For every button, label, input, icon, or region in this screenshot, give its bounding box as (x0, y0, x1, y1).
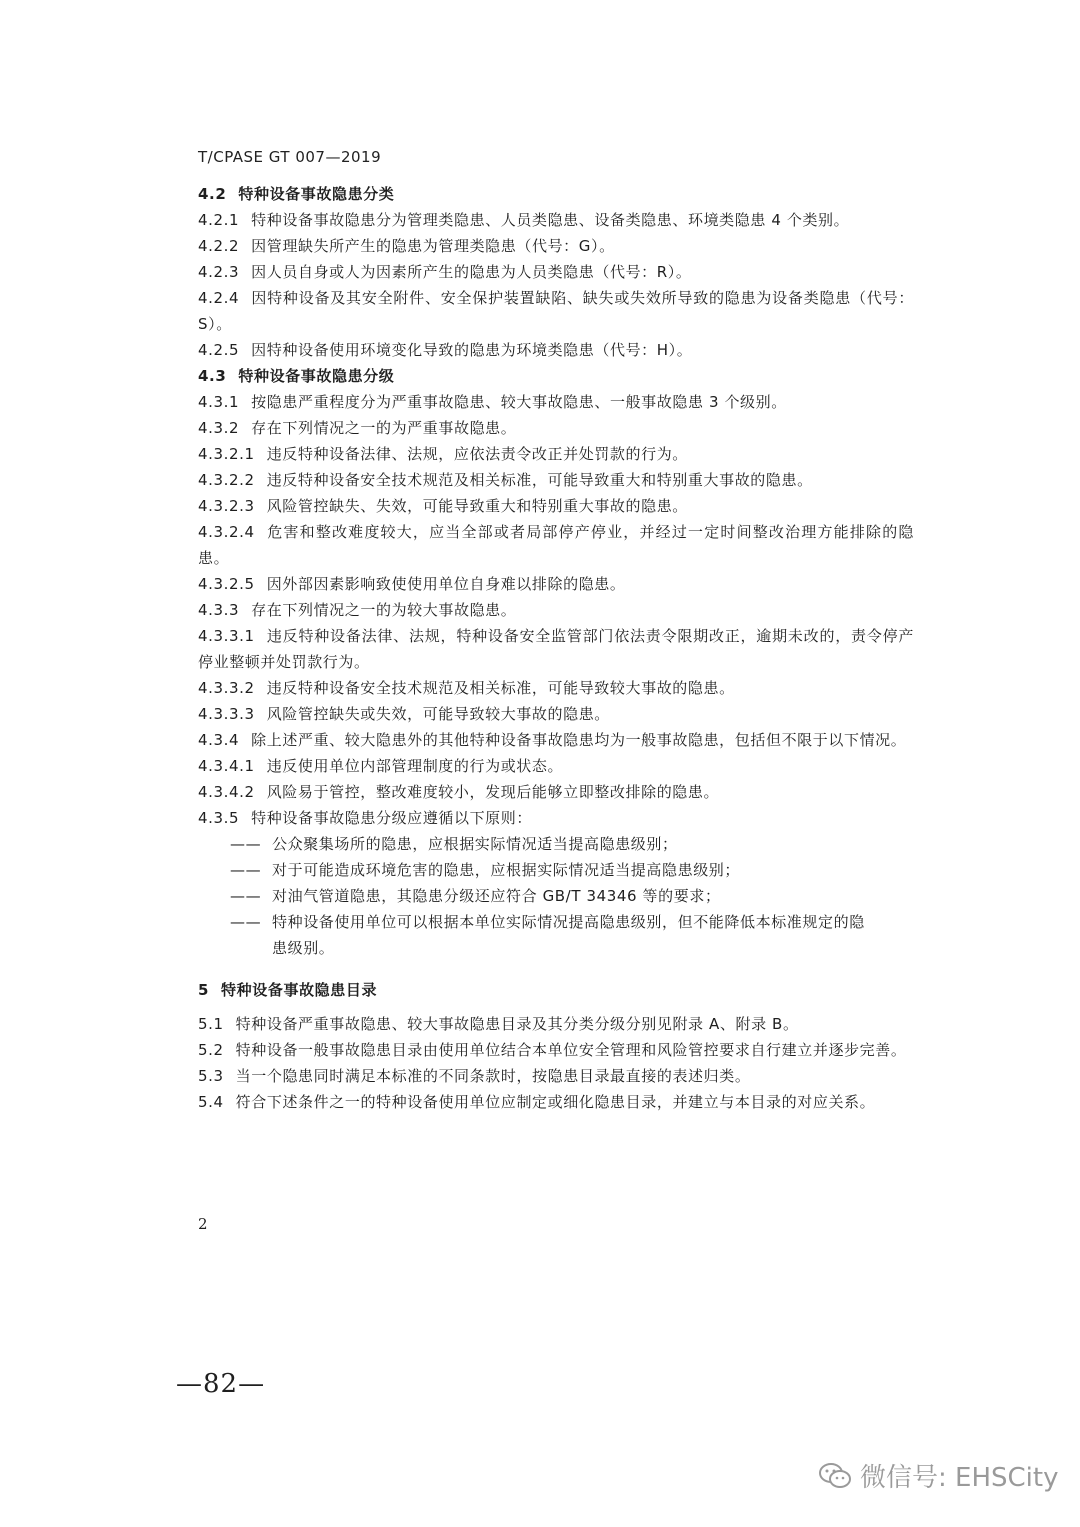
section-5-clauses (198, 1011, 914, 1115)
clause-text: 因外部因素影响致使使用单位自身难以排除的隐患。 (266, 575, 626, 593)
clause-text: 特种设备事故隐患分级应遵循以下原则： (251, 809, 532, 827)
clause-line (198, 415, 914, 441)
dash-marker: —— (230, 913, 262, 931)
clause-number: 4.3.2.4 (198, 523, 255, 541)
clause-number: 4.3 (198, 367, 227, 385)
section-heading (198, 181, 914, 207)
principle-item (198, 909, 914, 935)
dash-marker: —— (230, 887, 262, 905)
clause-line (198, 701, 914, 727)
clause-list (198, 181, 914, 831)
principle-item (198, 857, 914, 883)
print-page-number: —82— (176, 1369, 266, 1399)
clause-text: 因人员自身或人为因素所产生的隐患为人员类隐患（代号：R）。 (251, 263, 692, 281)
clause-number: 4.3.2.3 (198, 497, 255, 515)
watermark-text: 微信号: EHSCity (860, 1463, 1059, 1493)
clause-line (198, 623, 914, 675)
clause-text: 违反使用单位内部管理制度的行为或状态。 (266, 757, 564, 775)
page-number: 2 (198, 1215, 208, 1233)
clause-number: 4.2 (198, 185, 227, 203)
clause-number: 4.2.4 (198, 289, 240, 307)
clause-number: 4.2.1 (198, 211, 240, 229)
clause-number: 4.3.3.3 (198, 705, 255, 723)
clause-number: 4.3.2.5 (198, 575, 255, 593)
clause-line (198, 389, 914, 415)
section-number: 5 (198, 981, 210, 999)
clause-text: 风险易于管控，整改难度较小，发现后能够立即整改排除的隐患。 (266, 783, 720, 801)
clause-number: 4.2.3 (198, 263, 240, 281)
clause-text: 特种设备事故隐患分类 (238, 185, 395, 203)
clause-line (198, 779, 914, 805)
wechat-icon (818, 1461, 852, 1491)
principle-text: 对油气管道隐患，其隐患分级还应符合 GB/T 34346 等的要求； (272, 887, 721, 905)
clause-line (198, 1011, 914, 1037)
principle-text: 特种设备使用单位可以根据本单位实际情况提高隐患级别，但不能降低本标准规定的隐 (272, 913, 865, 931)
clause-line (198, 805, 914, 831)
clause-number: 5.2 (198, 1041, 224, 1059)
principle-continuation: 患级别。 (272, 939, 335, 957)
wechat-watermark (818, 1457, 1058, 1494)
dash-marker: —— (230, 835, 262, 853)
clause-text: 违反特种设备法律、法规，特种设备安全监管部门依法责令限期改正，逾期未改的，责令停产停业整顿并处罚款行为。 (198, 627, 914, 671)
clause-number: 5.3 (198, 1067, 224, 1085)
clause-text: 违反特种设备安全技术规范及相关标准，可能导致较大事故的隐患。 (266, 679, 735, 697)
section-title: 特种设备事故隐患目录 (221, 981, 378, 999)
clause-text: 风险管控缺失、失效，可能导致重大和特别重大事故的隐患。 (266, 497, 688, 515)
clause-line (198, 337, 914, 363)
clause-number: 4.3.5 (198, 809, 240, 827)
clause-text: 符合下述条件之一的特种设备使用单位应制定或细化隐患目录，并建立与本目录的对应关系。 (235, 1093, 876, 1111)
clause-line (198, 467, 914, 493)
principle-text: 公众聚集场所的隐患，应根据实际情况适当提高隐患级别； (272, 835, 678, 853)
clause-text: 特种设备事故隐患分为管理类隐患、人员类隐患、设备类隐患、环境类隐患 4 个类别。 (251, 211, 850, 229)
clause-line (198, 597, 914, 623)
clause-text: 因特种设备及其安全附件、安全保护装置缺陷、缺失或失效所导致的隐患为设备类隐患（代号：S）。 (198, 289, 914, 333)
clause-number: 4.2.2 (198, 237, 240, 255)
clause-text: 特种设备事故隐患分级 (238, 367, 395, 385)
clause-line (198, 675, 914, 701)
clause-line (198, 519, 914, 571)
principle-list (198, 831, 914, 961)
clause-line (198, 727, 914, 753)
clause-text: 危害和整改难度较大，应当全部或者局部停产停业，并经过一定时间整改治理方能排除的隐患。 (198, 523, 914, 567)
clause-line (198, 571, 914, 597)
clause-text: 除上述严重、较大隐患外的其他特种设备事故隐患均为一般事故隐患，包括但不限于以下情况。 (251, 731, 907, 749)
clause-number: 4.3.4 (198, 731, 240, 749)
clause-line (198, 441, 914, 467)
clause-line (198, 1063, 914, 1089)
clause-text: 按隐患严重程度分为严重事故隐患、较大事故隐患、一般事故隐患 3 个级别。 (251, 393, 787, 411)
clause-text: 存在下列情况之一的为较大事故隐患。 (251, 601, 517, 619)
clause-number: 5.4 (198, 1093, 224, 1111)
clause-line (198, 207, 914, 233)
clause-line (198, 753, 914, 779)
principle-item (198, 883, 914, 909)
clause-number: 4.3.3 (198, 601, 240, 619)
document-body (198, 181, 914, 1115)
clause-number: 4.3.4.2 (198, 783, 255, 801)
clause-text: 风险管控缺失或失效，可能导致较大事故的隐患。 (266, 705, 610, 723)
clause-text: 因特种设备使用环境变化导致的隐患为环境类隐患（代号：H）。 (251, 341, 693, 359)
clause-text: 特种设备严重事故隐患、较大事故隐患目录及其分类分级分别见附录 A、附录 B。 (235, 1015, 799, 1033)
clause-number: 4.3.2.1 (198, 445, 255, 463)
clause-text: 当一个隐患同时满足本标准的不同条款时，按隐患目录最直接的表述归类。 (235, 1067, 751, 1085)
principle-text: 对于可能造成环境危害的隐患，应根据实际情况适当提高隐患级别； (272, 861, 741, 879)
document-code: T/CPASE GT 007—2019 (198, 148, 382, 166)
clause-number: 4.3.2 (198, 419, 240, 437)
clause-number: 4.3.3.1 (198, 627, 255, 645)
clause-text: 违反特种设备安全技术规范及相关标准，可能导致重大和特别重大事故的隐患。 (266, 471, 813, 489)
clause-line (198, 493, 914, 519)
clause-line (198, 259, 914, 285)
section-heading (198, 363, 914, 389)
clause-line (198, 233, 914, 259)
clause-number: 4.2.5 (198, 341, 240, 359)
clause-line (198, 1089, 914, 1115)
clause-line (198, 1037, 914, 1063)
clause-text: 特种设备一般事故隐患目录由使用单位结合本单位安全管理和风险管控要求自行建立并逐步完善。 (235, 1041, 907, 1059)
clause-number: 4.3.4.1 (198, 757, 255, 775)
section-5-heading (198, 977, 914, 1003)
clause-text: 因管理缺失所产生的隐患为管理类隐患（代号：G）。 (251, 237, 615, 255)
clause-text: 存在下列情况之一的为严重事故隐患。 (251, 419, 517, 437)
clause-number: 5.1 (198, 1015, 224, 1033)
clause-line (198, 285, 914, 337)
clause-number: 4.3.2.2 (198, 471, 255, 489)
clause-text: 违反特种设备法律、法规，应依法责令改正并处罚款的行为。 (266, 445, 688, 463)
clause-number: 4.3.1 (198, 393, 240, 411)
dash-marker: —— (230, 861, 262, 879)
principle-item (198, 831, 914, 857)
clause-number: 4.3.3.2 (198, 679, 255, 697)
